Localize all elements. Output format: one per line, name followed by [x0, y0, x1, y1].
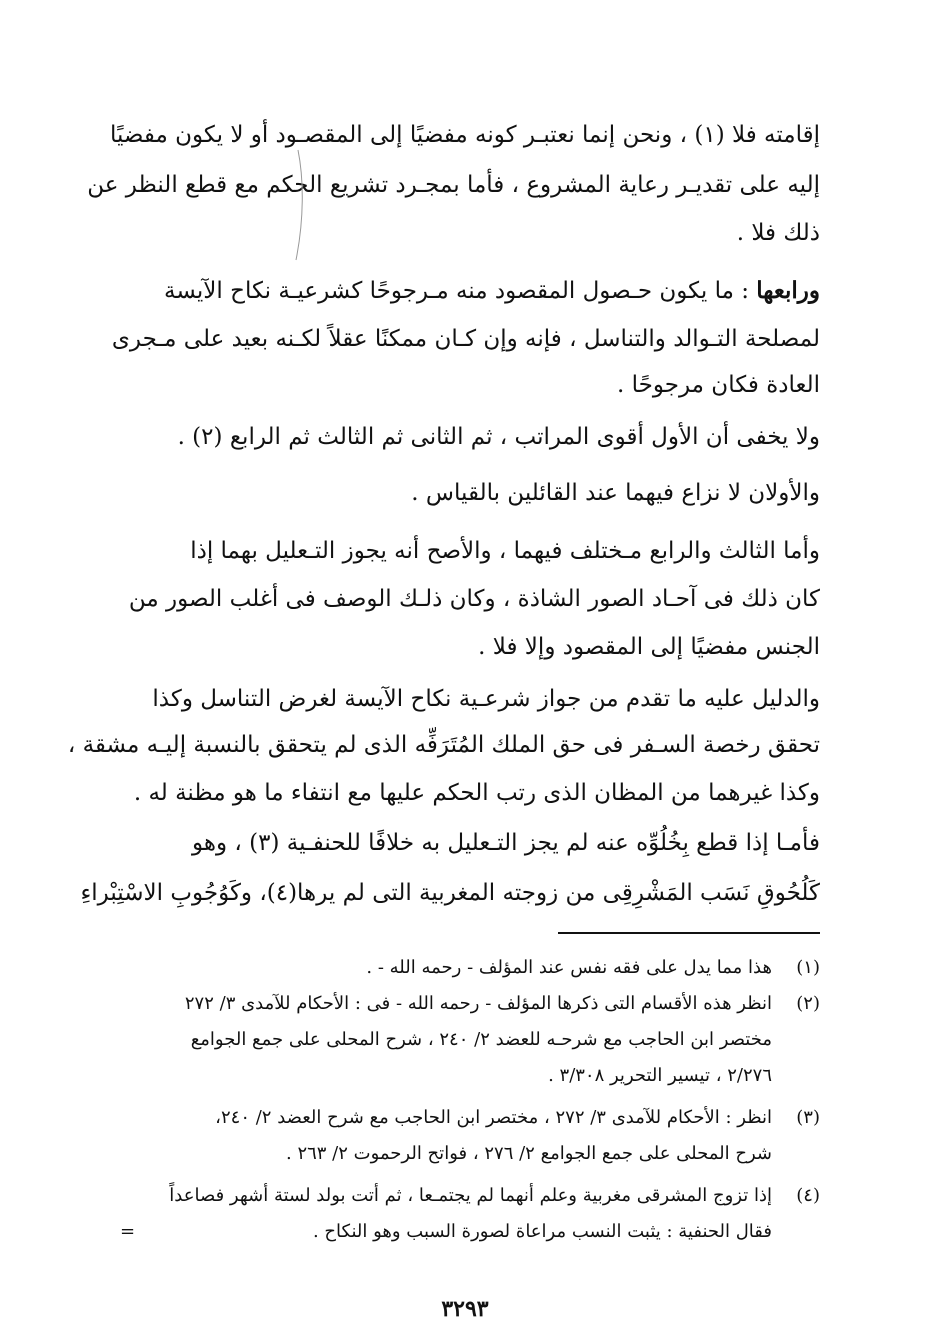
footnote-text: مختصر ابن الحاجب مع شرحـه للعضد ٢/ ٢٤٠ ، شرح المحلى على جمع الجوامع	[190, 1029, 772, 1050]
footnote-2-line	[112, 1062, 820, 1094]
footnote-4-line	[112, 1218, 820, 1250]
footnote-3	[112, 1104, 820, 1136]
text-line: تحقق رخصة السـفر فى حق الملك المُتَرَفِّه الذى لم يتحقق بالنسبة إليـه مشقة ،	[67, 732, 820, 758]
footnote-number: (٣)	[796, 1107, 820, 1128]
footnote-1	[112, 954, 820, 986]
footnote-text: هذا مما يدل على فقه نفس عند المؤلف - رحمه الله - .	[366, 957, 772, 978]
text-line: فأمـا إذا قطع بِخُلُوِّه عنه لم يجز التـعليل به خلافًا للحنفـية (٣) ، وهو	[191, 830, 820, 856]
text-line: ولا يخفى أن الأول أقوى المراتب ، ثم الثانى ثم الثالث ثم الرابع (٢) .	[177, 424, 820, 450]
footnote-separator	[558, 932, 820, 934]
text-line: والدليل عليه ما تقدم من جواز شرعـية نكاح الآيسة لغرض التناسل وكذا	[152, 686, 820, 712]
lead-word: ورابعها	[756, 277, 820, 304]
text-line: وكذا غيرهما من المظان الذى رتب الحكم عليها مع انتفاء ما هو مظنة له .	[133, 780, 820, 806]
footnote-3-line	[112, 1140, 820, 1172]
text-line: وأما الثالث والرابع مـختلف فيهما ، والأصح أنه يجوز التـعليل بهما إذا	[190, 538, 820, 564]
footnote-text: إذا تزوج المشرقى مغربية وعلم أنهما لم يجتمـعا ، ثم أتت بولد لستة أشهر فصاعداً	[169, 1185, 772, 1206]
text-line: كَلُحُوقِ نَسَب المَشْرِقِى من زوجته المغربية التى لم يرها(٤)، وكَوُجُوبِ الاسْتِبْراءِ	[80, 880, 820, 906]
text-line: الجنس مفضيًا إلى المقصود وإلا فلا .	[478, 634, 820, 660]
continuation-mark: =	[120, 1221, 136, 1242]
margin-pencil-mark	[288, 150, 308, 260]
text-line: لمصلحة التـوالد والتناسل ، فإنه وإن كـان ممكنًا عقلاً لكـنه بعيد على مـجرى	[111, 326, 820, 352]
text-line: كان ذلك فى آحـاد الصور الشاذة ، وكان ذلـك الوصف فى أغلب الصور من	[128, 586, 820, 612]
footnote-text: فقال الحنفية : يثبت النسب مراعاة لصورة السبب وهو النكاح .	[312, 1221, 772, 1242]
footnote-number: (٢)	[796, 993, 820, 1014]
footnote-number: (٤)	[796, 1185, 820, 1206]
page-number: ٣٢٩٣	[441, 1296, 489, 1322]
footnote-4	[112, 1182, 820, 1214]
footnote-text: انظر : الأحكام للآمدى ٣/ ٢٧٢ ، مختصر ابن الحاجب مع شرح العضد ٢/ ٢٤٠،	[215, 1107, 772, 1128]
text-line: إليه على تقديـر رعاية المشروع ، فأما بمجـرد تشريع الحكم مع قطع النظر عن	[87, 172, 820, 198]
text-line: ذلك فلا .	[736, 220, 820, 246]
footnote-2	[112, 990, 820, 1022]
text-line: والأولان لا نزاع فيهما عند القائلين بالقياس .	[411, 480, 820, 506]
text-line: ورابعها : ما يكون حـصول المقصود منه مـرجوحًا كشرعيـة نكاح الآيسة	[164, 277, 820, 304]
footnote-text: شرح المحلى على جمع الجوامع ٢/ ٢٧٦ ، فواتح الرحموت ٢/ ٢٦٣ .	[285, 1143, 772, 1164]
footnote-text: ٢/٢٧٦ ، تيسير التحرير ٣/٣٠٨ .	[548, 1065, 772, 1086]
footnote-text: انظر هذه الأقسام التى ذكرها المؤلف - رحمه الله - فى : الأحكام للآمدى ٣/ ٢٧٢	[184, 993, 772, 1014]
footnote-number: (١)	[796, 957, 820, 978]
footnote-2-line	[112, 1026, 820, 1058]
text-line: العادة فكان مرجوحًا .	[617, 372, 820, 398]
text-line: إقامته فلا (١) ، ونحن إنما نعتبـر كونه مفضيًا إلى المقصـود أو لا يكون مفضيًا	[109, 122, 820, 148]
